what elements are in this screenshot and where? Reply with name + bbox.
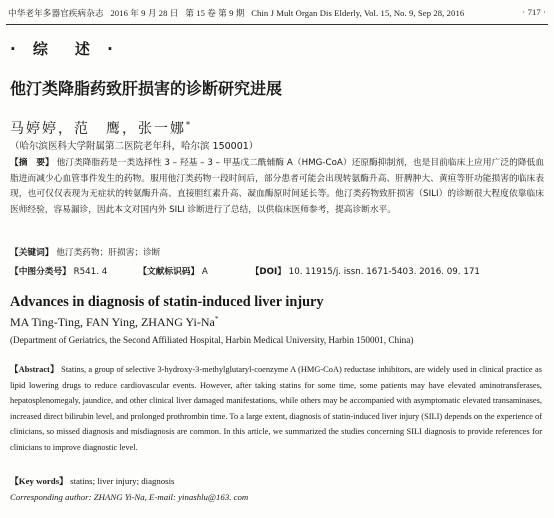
authors-cn [10, 118, 192, 138]
classification-row [10, 265, 544, 277]
authors-en [10, 315, 218, 330]
doi-label: 【DOI】 [250, 267, 286, 277]
page-number: · 717 · [522, 7, 546, 17]
volume-cn: 第 15 卷 第 9 期 [185, 8, 245, 18]
title-cn: 他汀类降脂药致肝损害的诊断研究进展 [10, 79, 283, 98]
section-label: · 综 述 · [10, 40, 119, 58]
journal-cn: 中华老年多器官疾病杂志 [8, 8, 104, 18]
doc-code-value: A [201, 267, 208, 277]
cls-label: 【中图分类号】 [10, 267, 71, 277]
keywords-cn-label: 【关键词】 [10, 248, 54, 258]
abstract-cn [10, 156, 544, 218]
doc-code-label: 【文献标识码】 [138, 267, 200, 277]
doi-value: 10. 11915/j. issn. 1671-5403. 2016. 09. 171 [288, 267, 480, 277]
abstract-en-label: 【Abstract】 [10, 365, 59, 374]
corresponding-mark-en: * [214, 315, 219, 323]
running-header [8, 7, 546, 19]
keywords-en-label: 【Key words】 [10, 476, 68, 486]
corresponding-author: Corresponding author: ZHANG Yi-Na, E-mail: yinashlu@163. com [10, 492, 249, 502]
keywords-cn-text: 他汀类药物；肝损害；诊断 [56, 248, 161, 258]
authors-cn-names: 马婷婷，范 鹰，张一娜 [10, 121, 186, 137]
title-en: Advances in diagnosis of statin-induced liver injury [10, 294, 324, 310]
abstract-cn-label: 【摘 要】 [10, 158, 54, 168]
affiliation-cn: （哈尔滨医科大学附属第二医院老年科，哈尔滨 150001） [10, 141, 259, 152]
cls-value: R541. 4 [73, 267, 108, 277]
abstract-en-text: Statins, a group of selective 3-hydroxy-3-methylglutaryl-coenzyme A (HMG-CoA) reductase inhibitors, are widely used in clinical practice as lipid lowering drugs to reduce cardiovascular events. However, after taking statins for some time, some patients may have elevated aminotransferases, hepatosplenomegaly, jaundice, and other clinical liver damaged manifestations, while others may be accompanied with asymptomatic elevated transaminases, increased direct bilirubin level, and prolonged prothrombin time. To a large extent, diagnosis of statin-induced liver injury (SILI) depends on the experience of clinicians, so missed diagnosis and misdiagnosis are common. In this article, we summarized the studies concerning SILI diagnosis to provide references for clinicians to improve diagnostic level. [10, 365, 542, 452]
date-cn: 2016 年 9 月 28 日 [110, 8, 179, 18]
keywords-en [10, 474, 174, 487]
abstract-en [10, 362, 542, 455]
keywords-en-text: statins; liver injury; diagnosis [70, 476, 175, 486]
authors-en-names: MA Ting-Ting, FAN Ying, ZHANG Yi-Na [10, 315, 215, 329]
keywords-cn [10, 246, 160, 258]
journal-en: Chin J Mult Organ Dis Elderly, Vol. 15, No. 9, Sep 28, 2016 [251, 8, 465, 18]
header-rule [6, 24, 548, 25]
affiliation-en: (Department of Geriatrics, the Second Affiliated Hospital, Harbin Medical University, Harbin 150001, China) [10, 335, 414, 345]
corresponding-mark-cn: * [186, 120, 192, 130]
abstract-cn-text: 他汀类降脂药是一类选择性 3 – 羟基 – 3 – 甲基戊二酰辅酶 A（HMG-CoA）还原酶抑制剂，也是目前临床上应用广泛的降低血脂进而减少心血管事件发生的药物。服用他汀类药物一段时间后，部分患者可能会出现转氨酶升高、肝脾肿大、黄疸等肝功能损害的临床表现，也可仅仅表现为无症状的转氨酶升高、直接胆红素升高、凝血酶原时间延长等。他汀类药物致肝损害（SILI）的诊断很大程度依靠临床医师经验，容易漏诊，因此本文对国内外 SILI 诊断进行了总结，以供临床医师参考，提高诊断水平。 [10, 158, 545, 215]
